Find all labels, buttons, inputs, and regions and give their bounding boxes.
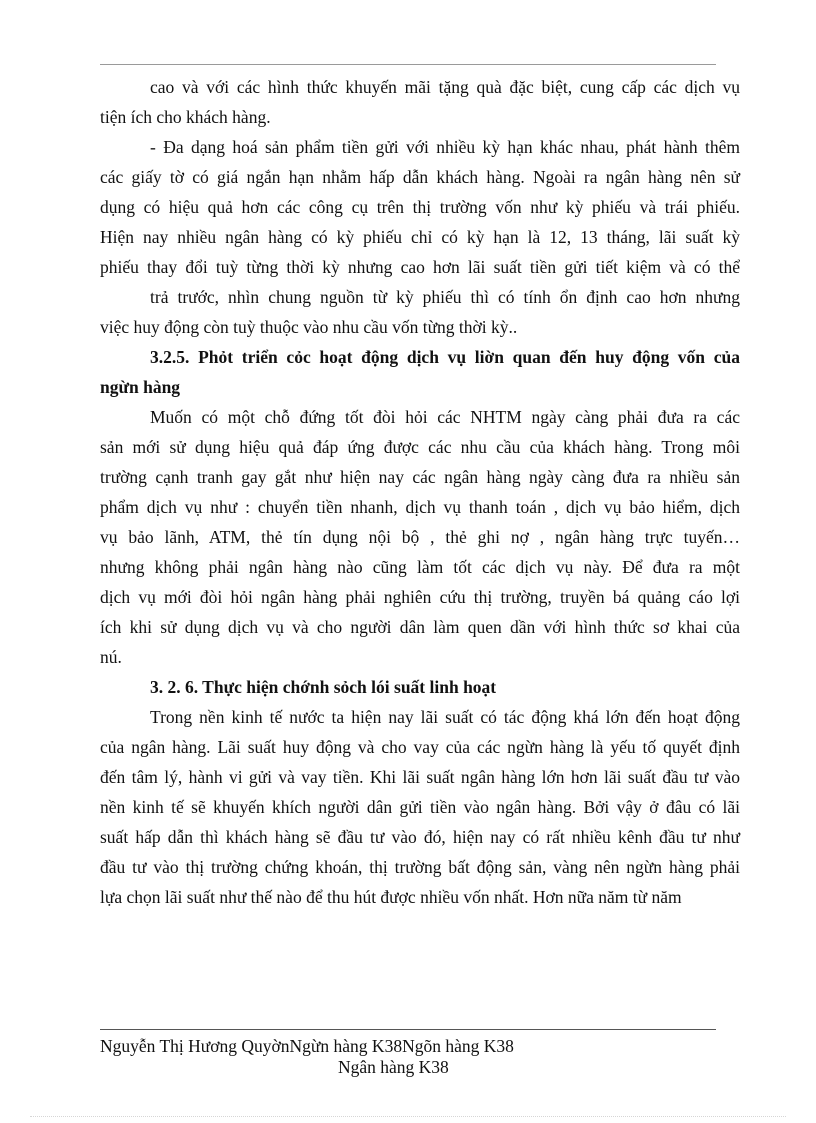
body-text-line: đầu tư vào thị trường chứng khoán, thị trường bất động sản, vàng nên ngừn hàng phải	[100, 857, 740, 877]
body-text-line: suất hấp dẫn thì khách hàng sẽ đầu tư vào đó, hiện nay có rất nhiều kênh đầu tư như	[100, 827, 740, 847]
body-text-line: phiếu thay đổi tuỳ từng thời kỳ nhưng cao hơn lãi suất tiền gửi tiết kiệm và có thể	[100, 257, 740, 277]
footer-author-line: Nguyễn Thị Hương QuyờnNgừn hàng K38Ngõn hàng K38	[100, 1036, 514, 1056]
body-text-line: vụ bảo lãnh, ATM, thẻ tín dụng nội bộ , thẻ ghi nợ , ngân hàng trực tuyến…	[100, 527, 740, 547]
body-text-line: tiện ích cho khách hàng.	[100, 107, 271, 127]
body-text-line: trả trước, nhìn chung nguồn từ kỳ phiếu thì có tính ổn định cao hơn nhưng	[150, 287, 740, 307]
header-rule	[100, 64, 716, 65]
body-text-line: dụng có hiệu quả hơn các công cụ trên thị trường vốn như kỳ phiếu và trái phiếu.	[100, 197, 740, 217]
document-body	[100, 72, 740, 912]
body-text-line: nhưng không phải ngân hàng nào cũng làm tốt các dịch vụ này. Để đưa ra một	[100, 557, 740, 577]
body-text-line: - Đa dạng hoá sản phẩm tiền gửi với nhiều kỳ hạn khác nhau, phát hành thêm	[150, 137, 740, 157]
body-text-line: cao và với các hình thức khuyến mãi tặng quà đặc biệt, cung cấp các dịch vụ	[150, 77, 740, 97]
section-heading-line: 3.2.5. Phỏt triển cỏc hoạt động dịch vụ liờn quan đến huy động vốn của	[150, 347, 740, 367]
body-text-line: Trong nền kinh tế nước ta hiện nay lãi suất có tác động khá lớn đến hoạt động	[150, 707, 740, 727]
body-text-line: Hiện nay nhiều ngân hàng có kỳ phiếu chỉ có kỳ hạn là 12, 13 tháng, lãi suất kỳ	[100, 227, 740, 247]
section-heading-line: 3. 2. 6. Thực hiện chớnh sỏch lói suất linh hoạt	[150, 677, 497, 697]
body-text-line: của ngân hàng. Lãi suất huy động và cho vay của các ngừn hàng là yếu tố quyết định	[100, 737, 740, 757]
body-text-line: đến tâm lý, hành vi gửi và vay tiền. Khi lãi suất ngân hàng lớn hơn lãi suất đầu tư vào	[100, 767, 740, 787]
body-text-line: việc huy động còn tuỳ thuộc vào nhu cầu vốn từng thời kỳ..	[100, 317, 518, 337]
page-edge	[30, 1116, 786, 1117]
body-text-line: dịch vụ mới đòi hỏi ngân hàng phải nghiên cứu thị trường, truyền bá quảng cáo lợi	[100, 587, 740, 607]
body-text-line: trường cạnh tranh gay gắt như hiện nay các ngân hàng ngày càng đưa ra nhiều sản	[100, 467, 740, 487]
body-text-line: sản mới sử dụng hiệu quả đáp ứng được các nhu cầu của khách hàng. Trong môi	[100, 437, 740, 457]
page-footer	[100, 1036, 720, 1078]
footer-rule	[100, 1029, 716, 1030]
body-text-line: ích khi sử dụng dịch vụ và cho người dân làm quen dần với hình thức sơ khai của	[100, 617, 740, 637]
body-text-line: lựa chọn lãi suất như thế nào để thu hút được nhiều vốn nhất. Hơn nữa năm từ năm	[100, 887, 682, 907]
body-text-line: nú.	[100, 647, 122, 667]
body-text-line: phẩm dịch vụ như : chuyển tiền nhanh, dịch vụ thanh toán , dịch vụ bảo hiểm, dịch	[100, 497, 740, 517]
body-text-line: nền kinh tế sẽ khuyến khích người dân gửi tiền vào ngân hàng. Bởi vậy ở đâu có lãi	[100, 797, 740, 817]
body-text-line: các giấy tờ có giá ngắn hạn nhằm hấp dẫn khách hàng. Ngoài ra ngân hàng nên sử	[100, 167, 740, 187]
footer-class-line: Ngân hàng K38	[338, 1057, 449, 1077]
body-text-line: Muốn có một chỗ đứng tốt đòi hỏi các NHTM ngày càng phải đưa ra các	[150, 407, 740, 427]
section-heading-line: ngừn hàng	[100, 377, 181, 397]
